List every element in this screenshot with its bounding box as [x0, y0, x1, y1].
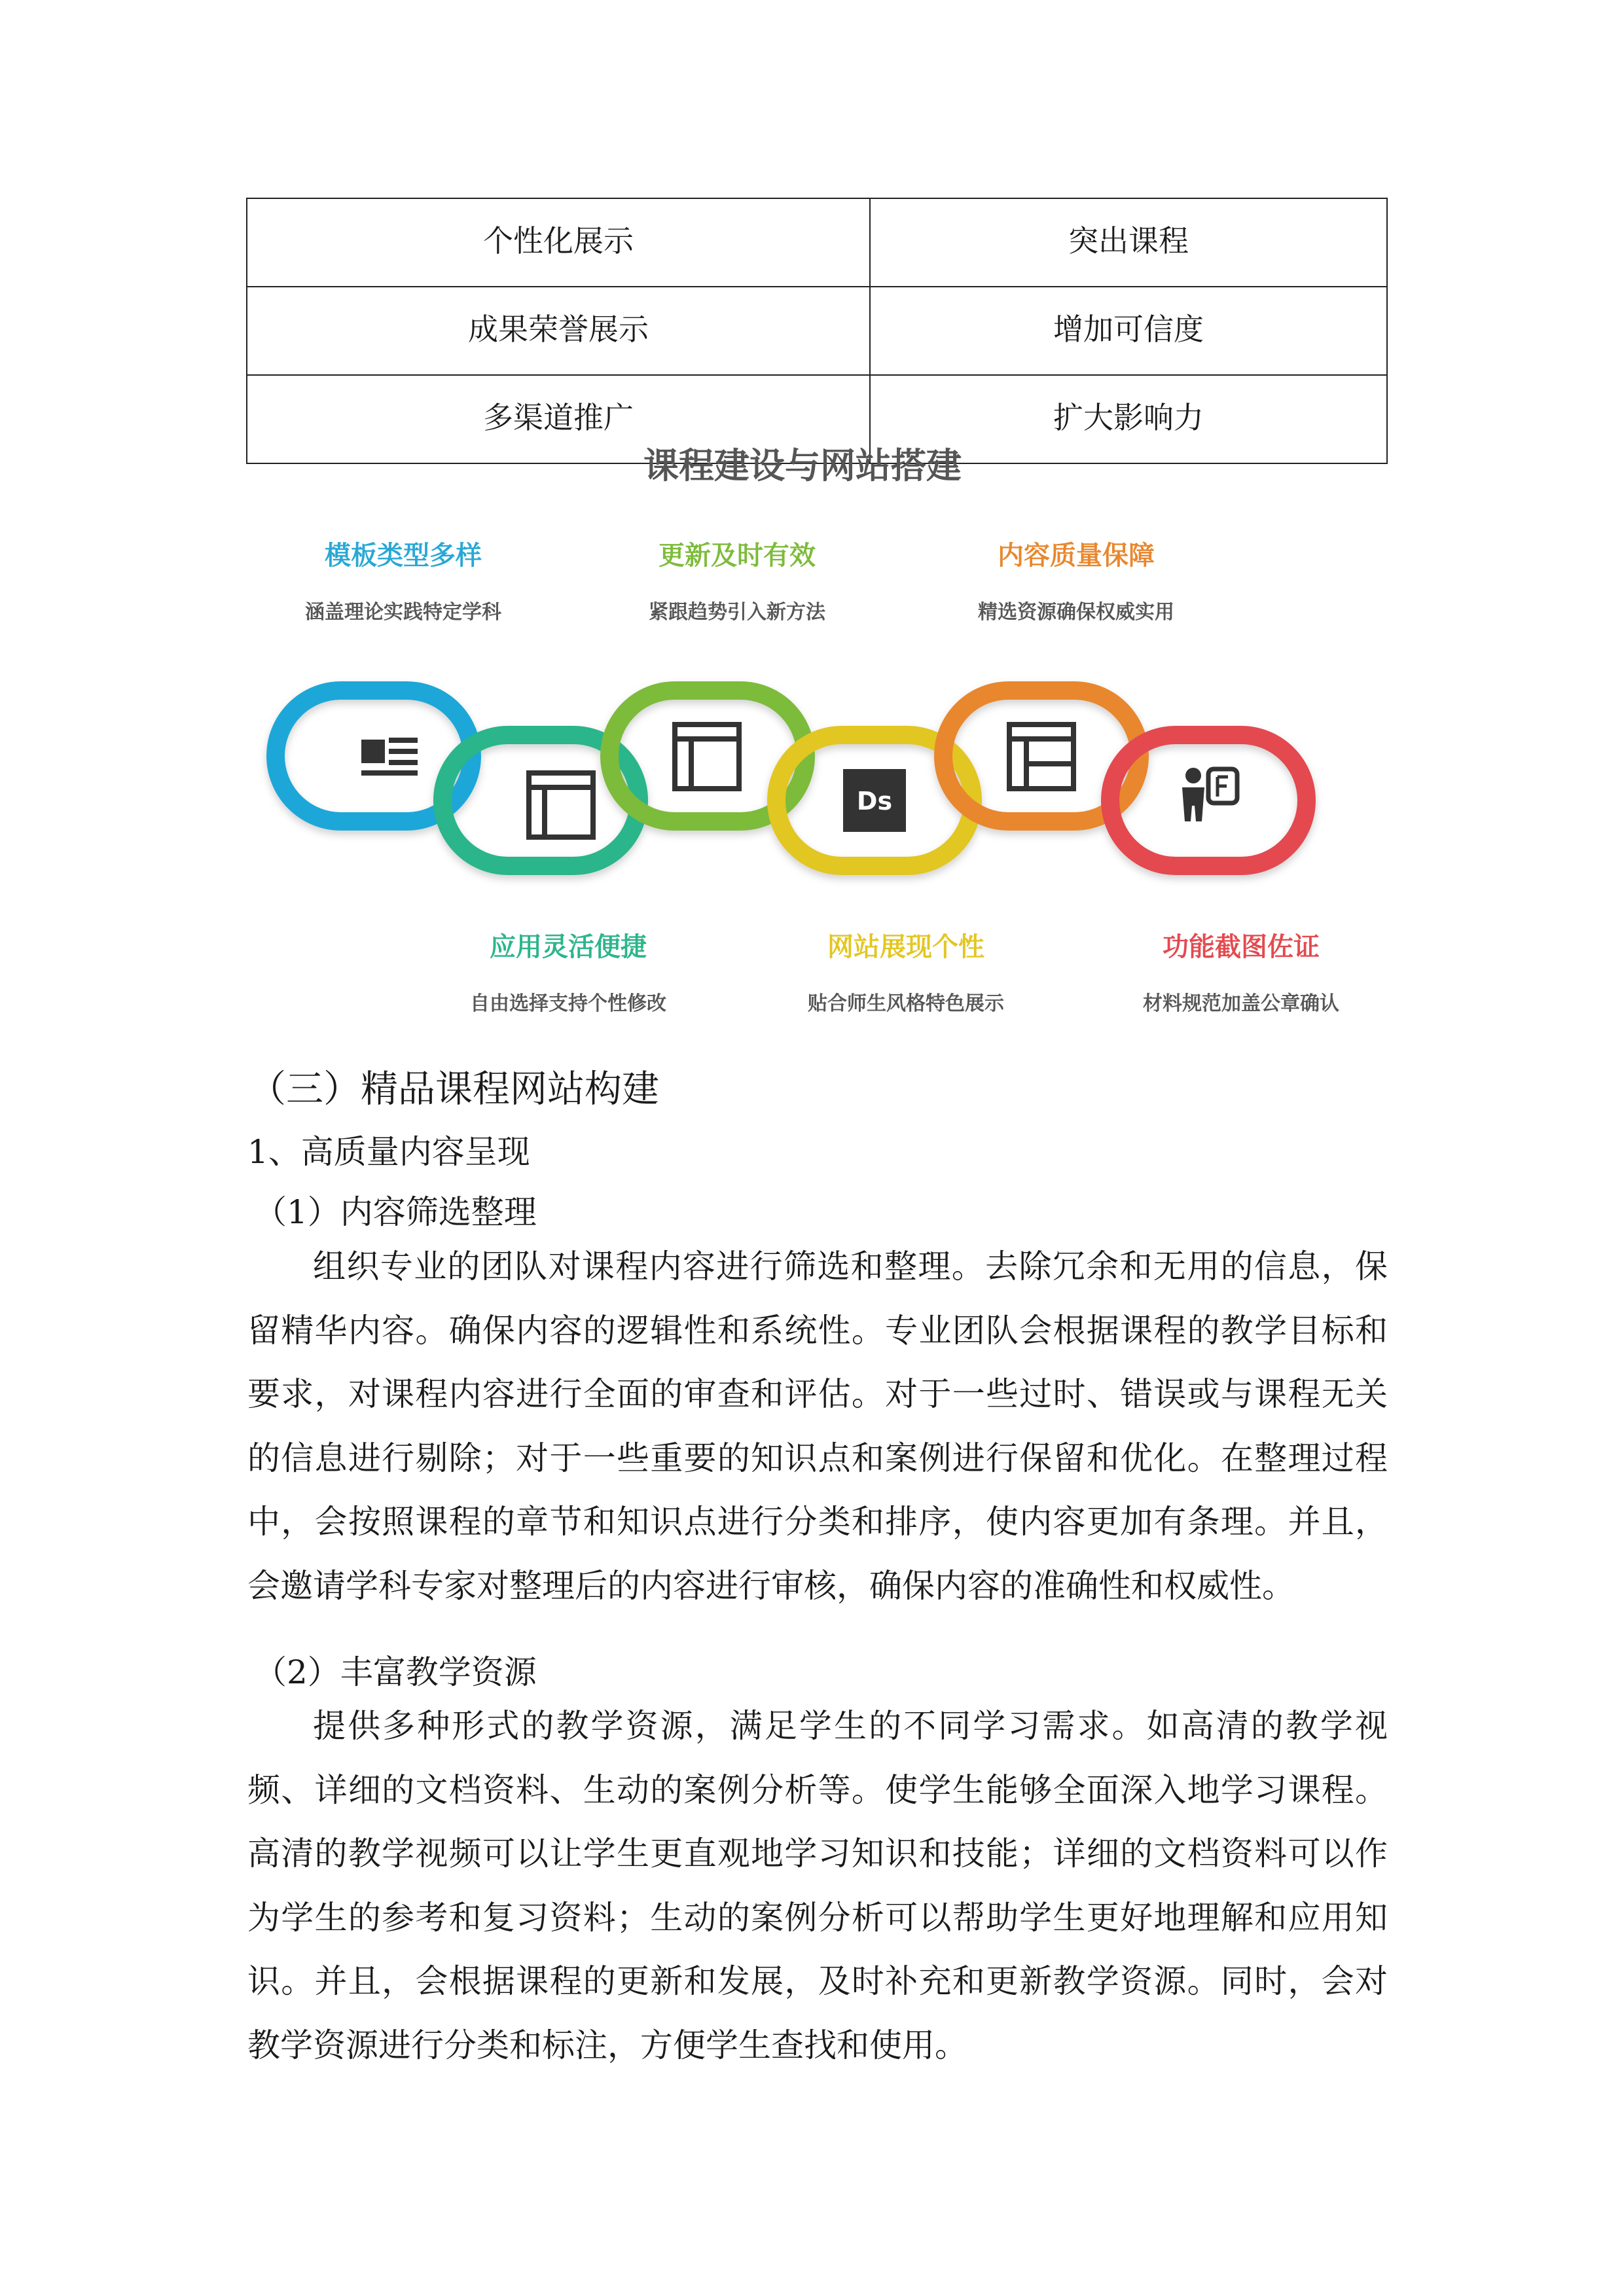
- table-cell: 个性化展示: [247, 198, 870, 287]
- top-item-desc: 紧跟趋势引入新方法: [649, 601, 825, 624]
- bottom-item-title: 功能截图佐证: [1163, 932, 1320, 962]
- article-icon: [361, 738, 418, 776]
- bottom-item-title: 网站展现个性: [827, 932, 984, 962]
- presenter-icon: [1182, 768, 1237, 821]
- diagram-title: 课程建设与网站搭建: [643, 445, 962, 486]
- bottom-item-desc: 材料规范加盖公章确认: [1143, 992, 1339, 1015]
- chain-diagram-svg: [246, 442, 1388, 1047]
- bottom-item-desc: 自由选择支持个性修改: [470, 992, 666, 1015]
- window-icon: [675, 725, 739, 789]
- table-row: [247, 287, 1387, 375]
- table-cell: 扩大影响力: [870, 375, 1387, 463]
- paragraph-teaching-resources: 提供多种形式的教学资源，满足学生的不同学习需求。如高清的教学视频、详细的文档资料、生动的案例分析等。使学生能够全面深入地学习课程。高清的教学视频可以让学生更直观地学习知识和技能；详细的文档资料可以作为学生的参考和复习资料；生动的案例分析可以帮助学生更好地理解和应用知识。并且，会根据课程的更新和发展，及时补充和更新教学资源。同时，会对教学资源进行分类和标注，方便学生查找和使用。: [247, 1707, 1388, 2064]
- chain-diagram: [246, 442, 1388, 1047]
- table-row: [247, 198, 1387, 287]
- layout-icon: [529, 773, 593, 837]
- subsection-2-heading: （2）丰富教学资源: [254, 1653, 537, 1691]
- table-cell: 突出课程: [870, 198, 1387, 287]
- ds-logo-icon: [843, 769, 906, 832]
- table-cell: 成果荣誉展示: [247, 287, 870, 375]
- subsection-1-heading: （1）内容筛选整理: [254, 1193, 537, 1231]
- bottom-item-title: 应用灵活便捷: [490, 932, 647, 962]
- top-item-title: 模板类型多样: [325, 541, 482, 571]
- top-item-title: 内容质量保障: [998, 541, 1155, 571]
- top-item-desc: 精选资源确保权威实用: [978, 601, 1174, 624]
- top-item-desc: 涵盖理论实践特定学科: [305, 601, 501, 624]
- section-heading: （三）精品课程网站构建: [249, 1067, 659, 1111]
- paragraph-content-filtering: 组织专业的团队对课程内容进行筛选和整理。去除冗余和无用的信息，保留精华内容。确保内容的逻辑性和系统性。专业团队会根据课程的教学目标和要求，对课程内容进行全面的审查和评估。对于一些过时、错误或与课程无关的信息进行剔除；对于一些重要的知识点和案例进行保留和优化。在整理过程中，会按照课程的章节和知识点进行分类和排序，使内容更加有条理。并且，会邀请学科专家对整理后的内容进行审核，确保内容的准确性和权威性。: [247, 1247, 1388, 1605]
- top-item-title: 更新及时有效: [659, 541, 816, 571]
- panel-icon: [1009, 725, 1074, 789]
- ds-logo-text: Ds: [856, 787, 893, 816]
- subsection-heading: 1、高质量内容呈现: [247, 1133, 530, 1171]
- table-cell: 增加可信度: [870, 287, 1387, 375]
- feature-table: [246, 198, 1388, 464]
- bottom-item-desc: 贴合师生风格特色展示: [808, 992, 1004, 1015]
- table-cell: 多渠道推广: [247, 375, 870, 463]
